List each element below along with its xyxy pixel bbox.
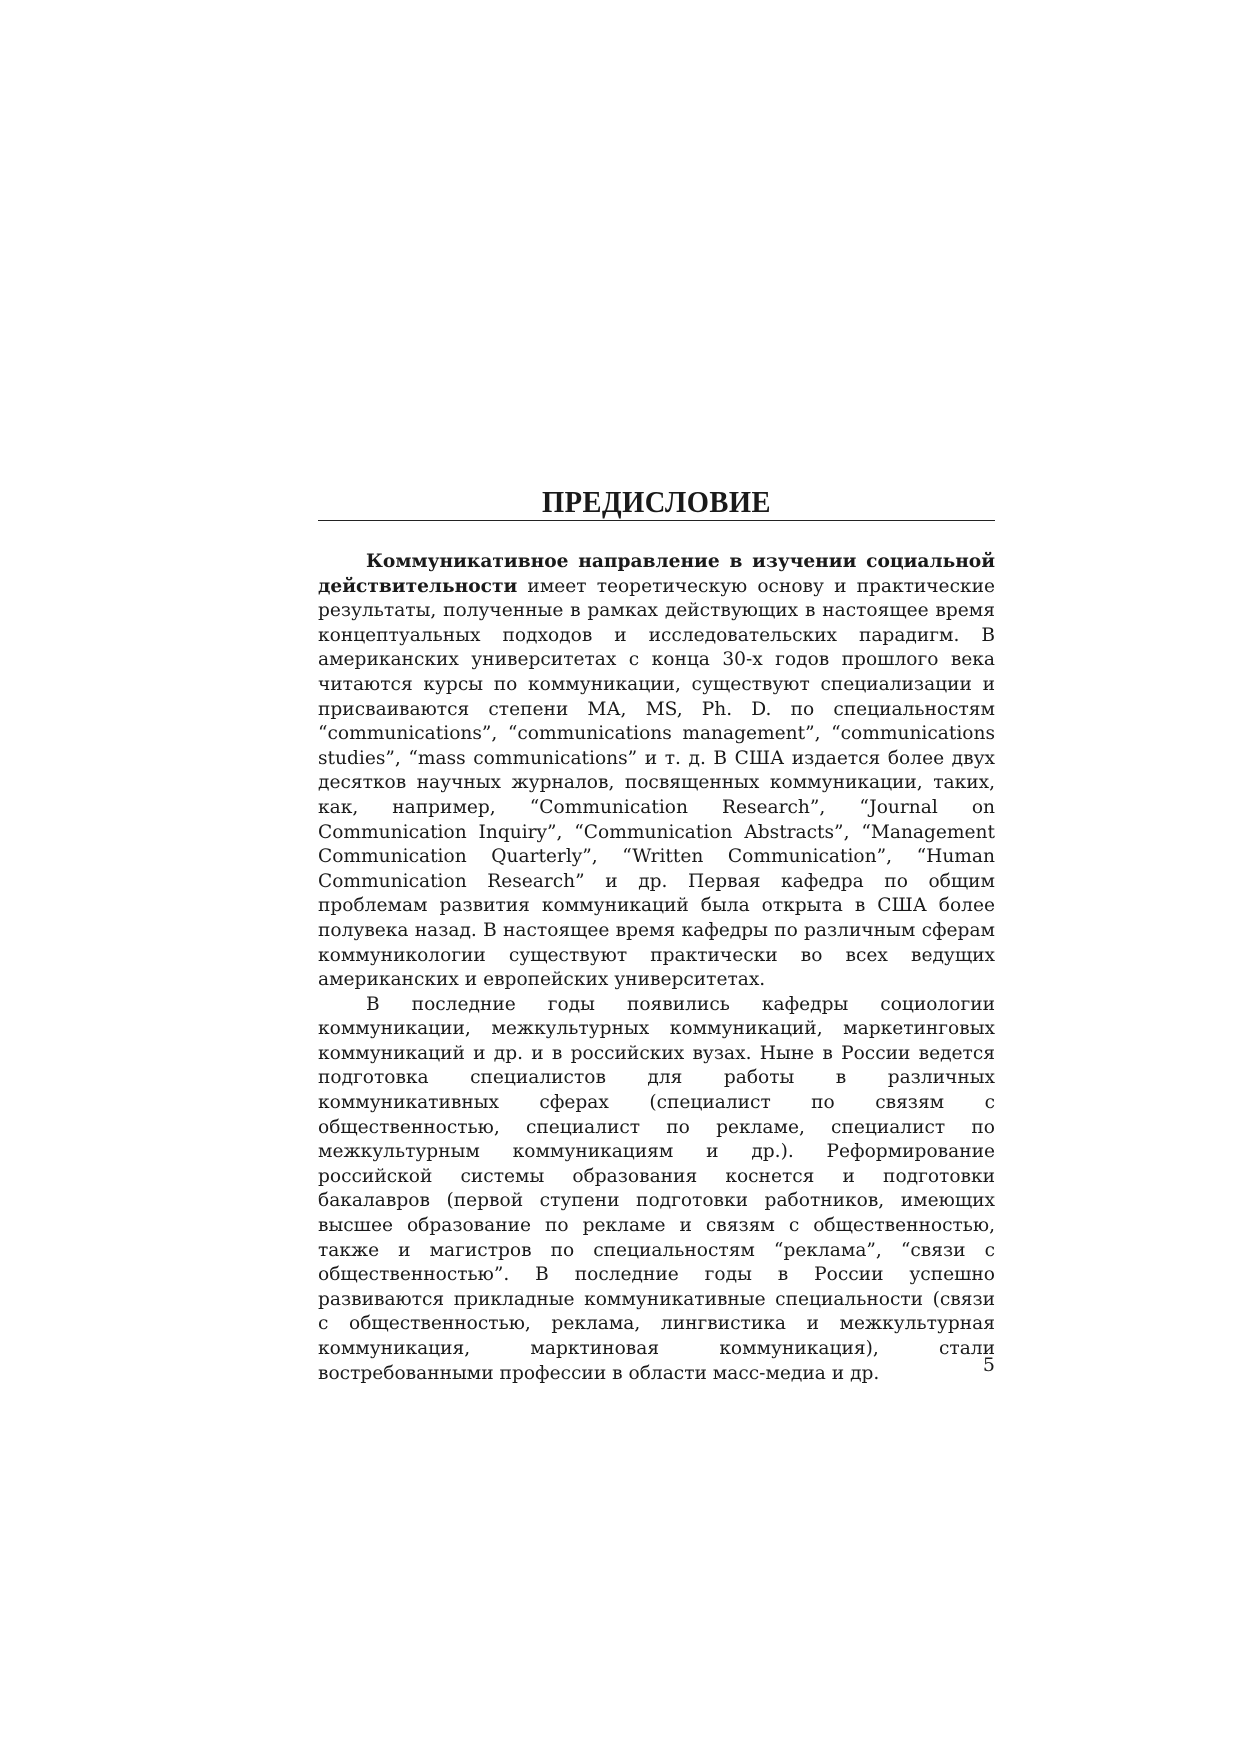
paragraph-2-text: В последние годы появились кафедры социологии коммуникации, межкультурных коммуникаций, маркетинговых коммуникаций и др. и в российских вузах. Ныне в России ведется подготовка специалистов для работы в различных коммуникативных сферах (специалист по связям с общественностью, специалист по рекламе, специалист по межкультурным коммуникациям и др.). Реформирование российской системы образования коснется и подготовки бакалавров (первой ступени подготовки работников, имеющих высшее образование по рекламе и связям с общественностью, также и магистров по специальностям “реклама”, “связи с общественностью”. В последние годы в России успешно развиваются прикладные коммуникативные специальности (связи с общественностью, реклама, лингвистика и межкультурная коммуникация, марктиновая коммуникация), стали востребованными профессии в области масс-медиа и др.	[318, 993, 995, 1384]
paragraph-1-text: имеет теоретическую основу и практические результаты, полученные в рамках действующих в настоящее время концептуальных подходов и исследовательских парадигм. В американских университетах с конца 30-х годов прошлого века читаются курсы по коммуникации, существуют специализации и присваиваются степени МА, MS, Ph. D. по специальностям “communications”, “communications management”, “communications studies”, “mass communications” и т. д. В США издается более двух десятков научных журналов, посвященных коммуникации, таких, как, например, “Communication Research”, “Journal on Communication Inquiry”, “Communication Abstracts”, “Management Communication Quarterly”, “Written Communication”, “Human Communication Research” и др. Первая кафедра по общим проблемам развития коммуникаций была открыта в США более полувека назад. В настоящее время кафедры по различным сферам коммуникологии существуют практически во всех ведущих американских и европейских университетах.	[318, 575, 995, 991]
paragraph-2	[318, 993, 995, 1387]
paragraph-1-lead: Коммуникативное направление в изучении социальной действительности	[318, 551, 995, 597]
page-title: ПРЕДИСЛОВИЕ	[541, 484, 772, 519]
paragraph-1	[318, 550, 995, 993]
title-divider	[318, 520, 995, 521]
page-number: 5	[982, 1354, 995, 1376]
body-text	[318, 550, 995, 1386]
